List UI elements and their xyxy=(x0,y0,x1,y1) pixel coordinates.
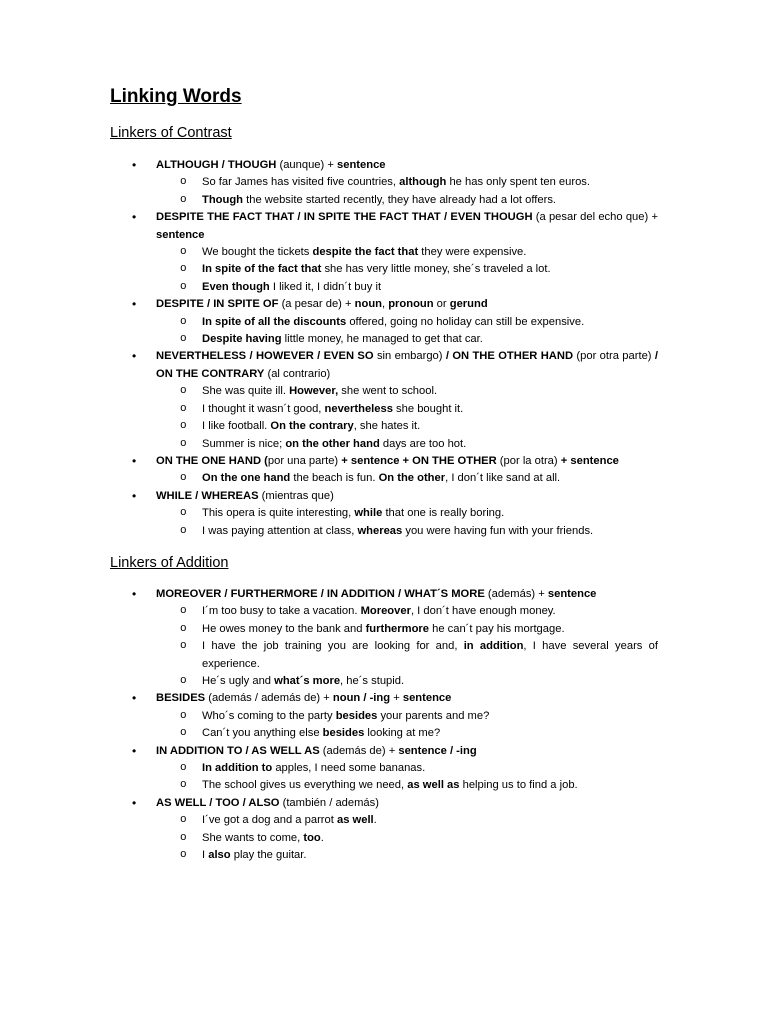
text-run: sin embargo) xyxy=(373,350,446,363)
example-sentence xyxy=(110,314,658,331)
example-sentence xyxy=(110,725,658,742)
bold-text-run: while xyxy=(354,507,383,520)
bold-text-run: + sentence + ON THE OTHER xyxy=(341,454,497,467)
bold-text-run: on the other hand xyxy=(285,437,380,450)
bold-text-run: MOREOVER / FURTHERMORE / IN ADDITION / WHAT´S MORE xyxy=(156,588,485,600)
example-list xyxy=(156,708,658,743)
bold-text-run: despite the fact that xyxy=(312,246,419,259)
text-run: she has very little money, she´s traveled a lot. xyxy=(321,263,551,276)
text-run: , I have several years of experience. xyxy=(202,640,658,670)
text-run: por una parte) xyxy=(267,454,342,467)
bold-text-run: what´s more xyxy=(274,675,341,688)
text-run: (a pesar de) + xyxy=(278,298,355,311)
linker-rule xyxy=(156,588,596,600)
text-run: He´s ugly and xyxy=(202,675,275,688)
bold-text-run: On the one hand xyxy=(202,472,291,485)
bold-text-run: gerund xyxy=(449,298,488,311)
linker-item xyxy=(110,157,658,209)
text-run: apples, I need some bananas. xyxy=(272,762,426,775)
text-run: I´m too busy to take a vacation. xyxy=(202,605,361,618)
example-sentence xyxy=(110,760,658,777)
text-run: (a pesar del echo que) + xyxy=(532,211,658,224)
bold-text-run: + sentence xyxy=(560,454,619,467)
text-run: , I don´t have enough money. xyxy=(410,605,556,618)
text-run: (también / además) xyxy=(279,796,379,809)
bold-text-run: sentence xyxy=(337,159,386,171)
example-sentence xyxy=(110,470,658,487)
text-run: We bought the tickets xyxy=(202,246,313,259)
example-list xyxy=(156,174,658,209)
example-list xyxy=(156,470,658,487)
example-sentence xyxy=(110,383,658,400)
example-sentence xyxy=(110,603,658,620)
section-heading-contrast: Linkers of Contrast xyxy=(110,125,232,141)
bold-text-run: DESPITE / IN SPITE OF xyxy=(156,298,279,311)
bold-text-run: In spite of the fact that xyxy=(202,263,322,276)
text-run: days are too hot. xyxy=(379,437,467,450)
text-run: little money, he managed to get that car. xyxy=(281,333,483,346)
text-run: Can´t you anything else xyxy=(202,727,323,740)
linker-rule xyxy=(156,211,658,240)
example-list xyxy=(156,383,658,453)
example-sentence xyxy=(110,621,658,638)
text-run: I liked it, I didn´t buy it xyxy=(269,280,382,293)
text-run: . xyxy=(320,831,324,844)
bold-text-run: furthermore xyxy=(365,622,429,635)
text-run: I xyxy=(202,849,209,862)
text-run: (mientras que) xyxy=(258,489,334,502)
text-run: your parents and me? xyxy=(377,709,490,722)
linker-item xyxy=(110,348,658,452)
text-run: , xyxy=(382,298,389,311)
bold-text-run: However, xyxy=(289,385,339,398)
text-run: I was paying attention at class, xyxy=(202,524,358,537)
bold-text-run: although xyxy=(399,176,447,189)
bold-text-run: WHILE / WHEREAS xyxy=(156,489,259,502)
example-sentence xyxy=(110,192,658,209)
text-run: . xyxy=(373,814,377,827)
example-sentence xyxy=(110,673,658,690)
text-run: (al contrario) xyxy=(264,367,331,380)
text-run: he can´t pay his mortgage. xyxy=(428,622,565,635)
text-run: + xyxy=(390,692,403,705)
text-run: (aunque) + xyxy=(276,159,338,171)
text-run: you were having fun with your friends. xyxy=(402,524,594,537)
text-run: the website started recently, they have already had a lot offers. xyxy=(243,193,557,206)
example-sentence xyxy=(110,436,658,453)
bold-text-run: Despite having xyxy=(202,333,282,346)
bold-text-run: sentence xyxy=(156,228,205,241)
bold-text-run: Even though xyxy=(202,280,270,293)
bold-text-run: In spite of all the discounts xyxy=(202,315,347,328)
bold-text-run: / ON THE OTHER HAND xyxy=(445,350,574,363)
text-run: She was quite ill. xyxy=(202,385,290,398)
example-sentence xyxy=(110,523,658,540)
contrast-linkers-list xyxy=(110,157,658,540)
bold-text-run: in addition xyxy=(463,640,524,653)
example-list xyxy=(156,760,658,795)
bold-text-run: besides xyxy=(322,727,365,740)
linker-rule xyxy=(156,692,451,704)
linker-rule xyxy=(156,490,334,502)
linker-item xyxy=(110,488,658,540)
bold-text-run: nevertheless xyxy=(324,402,393,415)
example-sentence xyxy=(110,812,658,829)
text-run: , he´s stupid. xyxy=(340,675,405,688)
example-list xyxy=(156,603,658,690)
bold-text-run: also xyxy=(208,849,231,862)
example-sentence xyxy=(110,279,658,296)
linker-rule xyxy=(156,298,488,310)
text-run: or xyxy=(433,298,450,311)
text-run: This opera is quite interesting, xyxy=(202,507,355,520)
document-title: Linking Words xyxy=(110,86,242,107)
linker-item xyxy=(110,586,658,690)
text-run: she bought it. xyxy=(392,402,464,415)
example-list xyxy=(156,314,658,349)
text-run: play the guitar. xyxy=(230,849,307,862)
text-run: , she hates it. xyxy=(353,420,421,433)
text-run: offered, going no holiday can still be expensive. xyxy=(346,315,585,328)
text-run: helping us to find a job. xyxy=(459,779,578,792)
text-run: I thought it wasn´t good, xyxy=(202,402,325,415)
text-run: she went to school. xyxy=(338,385,438,398)
bold-text-run: too xyxy=(303,831,321,844)
text-run: the beach is fun. xyxy=(290,472,379,485)
text-run: looking at me? xyxy=(364,727,441,740)
linker-rule xyxy=(156,350,658,379)
linker-item xyxy=(110,209,658,296)
bold-text-run: In addition to xyxy=(202,762,273,775)
bold-text-run: ON THE ONE HAND ( xyxy=(156,454,268,467)
example-sentence xyxy=(110,847,658,864)
bold-text-run: besides xyxy=(335,709,378,722)
example-list xyxy=(156,812,658,864)
linker-rule xyxy=(156,745,477,757)
bold-text-run: as well as xyxy=(407,779,460,792)
linker-item xyxy=(110,743,658,795)
linker-item xyxy=(110,690,658,742)
text-run: (por otra parte) xyxy=(573,350,655,363)
text-run: The school gives us everything we need, xyxy=(202,779,408,792)
text-run: Summer is nice; xyxy=(202,437,286,450)
bold-text-run: AS WELL / TOO / ALSO xyxy=(156,796,280,809)
text-run: (además de) + xyxy=(319,744,399,757)
text-run: So far James has visited five countries, xyxy=(202,176,400,189)
linker-rule xyxy=(156,455,619,467)
linker-item xyxy=(110,795,658,865)
text-run: (además) + xyxy=(484,588,548,600)
bold-text-run: DESPITE THE FACT THAT / IN SPITE THE FACT THAT / EVEN THOUGH xyxy=(156,211,533,224)
bold-text-run: IN ADDITION TO / AS WELL AS xyxy=(156,744,320,757)
bold-text-run: noun xyxy=(354,298,382,311)
bold-text-run: pronoun xyxy=(388,298,434,311)
text-run: She wants to come, xyxy=(202,831,304,844)
text-run: I´ve got a dog and a parrot xyxy=(202,814,337,827)
example-sentence xyxy=(110,331,658,348)
example-sentence xyxy=(110,505,658,522)
linker-rule xyxy=(156,797,379,809)
example-list xyxy=(156,244,658,296)
example-sentence xyxy=(110,174,658,191)
text-run: He owes money to the bank and xyxy=(202,622,366,635)
bold-text-run: sentence xyxy=(547,588,597,600)
example-sentence xyxy=(110,401,658,418)
bold-text-run: noun / -ing xyxy=(332,692,391,705)
example-sentence xyxy=(110,261,658,278)
bold-text-run: Moreover xyxy=(360,605,411,618)
text-run: they were expensive. xyxy=(418,246,527,259)
text-run: I like football. xyxy=(202,420,271,433)
bold-text-run: as well xyxy=(336,814,374,827)
example-sentence xyxy=(110,708,658,725)
bold-text-run: On the contrary xyxy=(270,420,354,433)
bold-text-run: ALTHOUGH / THOUGH xyxy=(156,159,277,171)
example-sentence xyxy=(110,418,658,435)
linker-item xyxy=(110,296,658,348)
bold-text-run: Though xyxy=(202,193,244,206)
bold-text-run: sentence xyxy=(402,692,452,705)
bold-text-run: sentence / -ing xyxy=(398,744,477,757)
example-list xyxy=(156,505,658,540)
example-sentence xyxy=(110,244,658,261)
linker-item xyxy=(110,453,658,488)
example-sentence xyxy=(110,830,658,847)
addition-linkers-list xyxy=(110,586,658,865)
bold-text-run: NEVERTHELESS / HOWEVER / EVEN SO xyxy=(156,350,374,363)
text-run: (por la otra) xyxy=(496,454,561,467)
section-heading-addition: Linkers of Addition xyxy=(110,555,229,571)
text-run: that one is really boring. xyxy=(382,507,505,520)
example-sentence xyxy=(110,777,658,794)
example-sentence xyxy=(110,638,658,673)
linker-rule xyxy=(156,159,386,171)
text-run: I have the job training you are looking for and, xyxy=(202,640,464,653)
bold-text-run: whereas xyxy=(357,524,403,537)
text-run: Who´s coming to the party xyxy=(202,709,336,722)
text-run: , I don´t like sand at all. xyxy=(445,472,561,485)
text-run: he has only spent ten euros. xyxy=(446,176,591,189)
bold-text-run: / ON THE CONTRARY xyxy=(156,350,658,380)
text-run: (además / además de) + xyxy=(205,692,333,705)
bold-text-run: BESIDES xyxy=(156,692,206,705)
bold-text-run: On the other xyxy=(378,472,446,485)
